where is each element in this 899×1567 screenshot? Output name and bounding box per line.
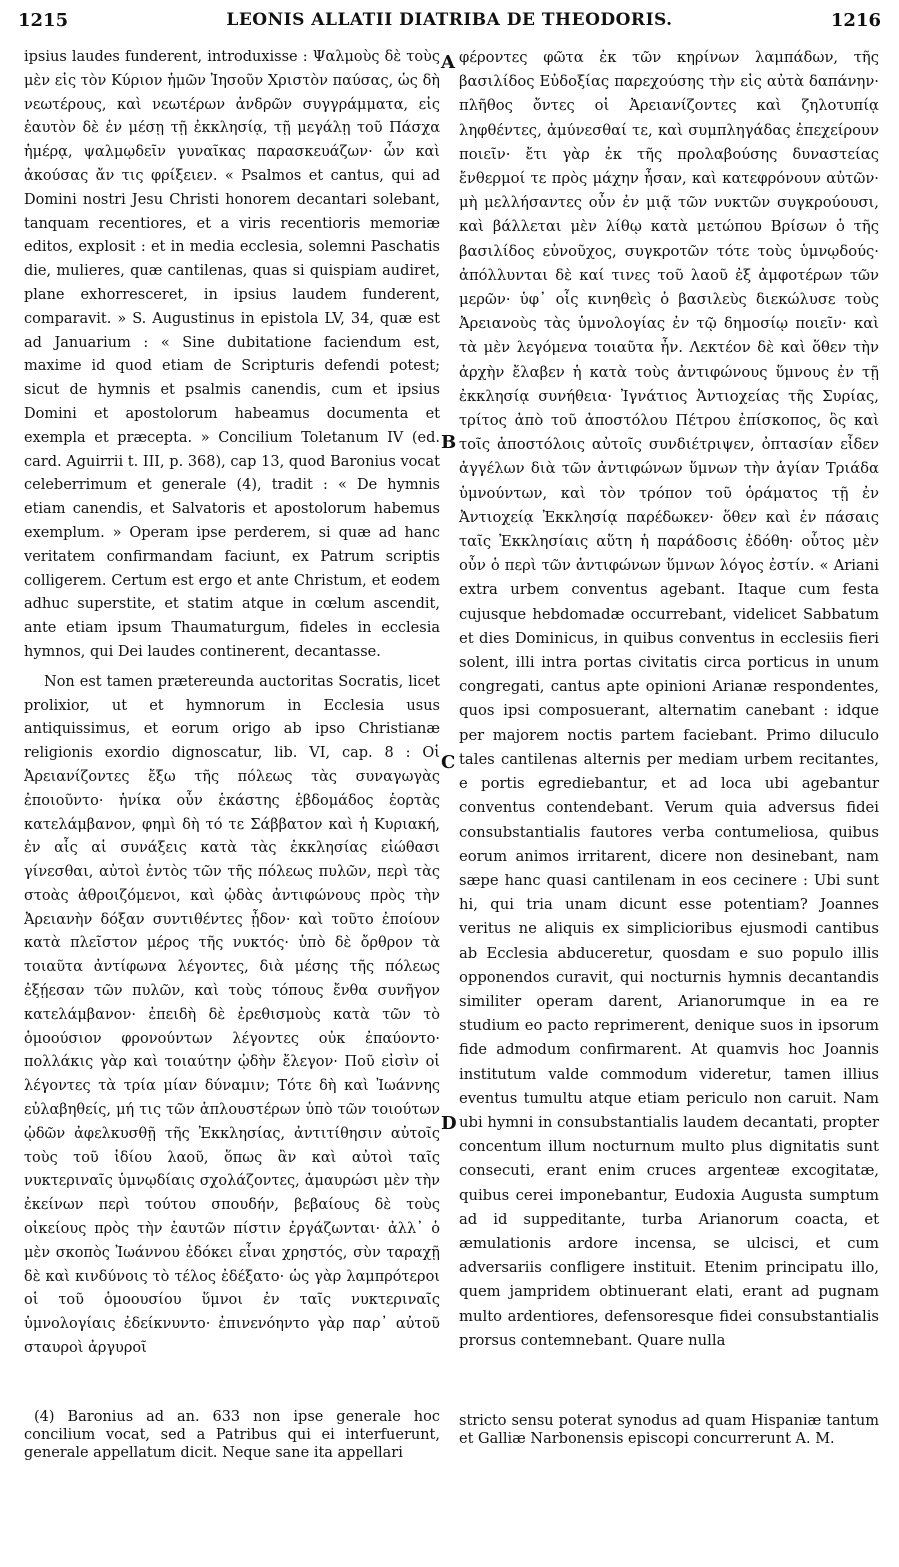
page-number-left: 1215 — [18, 10, 69, 31]
margin-letter-c: C — [441, 752, 456, 773]
left-column — [24, 46, 440, 1367]
right-paragraph-1: φέροντες φῶτα ἐκ τῶν κηρίνων λαμπάδων, τῆς βασιλίδος Εὐδοξίας παρεχούσης τὴν εἰς αὐτὰ δαπάνην· πλῆθος ὄντες οἱ Ἀρειανίζοντες καὶ ζηλοτυπίᾳ ληφθέντες, ἀμύνεσθαί τε, καὶ συμπληγάδας ἐπεχείρουν ποιεῖν· ἔτι γὰρ ἐκ τῆς προλαβούσης δυναστείας ἔνθερμοί τε πρὸς μάχην ἦσαν, καὶ κατεφρόνουν αὐτῶν· μὴ μελλήσαντες οὖν ἐν μιᾷ τῶν νυκτῶν συγκρούουσι, καὶ βάλλεται μὲν λίθῳ κατὰ μετώπου Βρίσων ὁ τῆς βασιλίδος εὐνοῦχος, συγκροτῶν τότε τοὺς ὑμνῳδούς· ἀπόλλυνται δὲ καί τινες τοῦ λαοῦ ἐξ ἀμφοτέρων τῶν μερῶν· ὑφ᾽ οἷς κινηθεὶς ὁ βασιλεὺς διεκώλυσε τοὺς Ἀρειανοὺς τὰς ὑμνολογίας ἐν τῷ δημοσίῳ ποιεῖν· καὶ τὰ μὲν λεγόμενα τοιαῦτα ἦν. Λεκτέον δὲ καὶ ὅθεν τὴν ἀρχὴν ἔλαβεν ἡ κατὰ τοὺς ἀντιφώνους ὕμνους ἐν τῇ ἐκκλησίᾳ συνήθεια· Ἰγνάτιος Ἀντιοχείας τῆς Συρίας, τρίτος ἀπὸ τοῦ ἀποστόλου Πέτρου ἐπίσκοπος, ὃς καὶ τοῖς ἀποστόλοις αὐτοῖς συνδιέτριψεν, ὀπτασίαν εἶδεν ἀγγέλων διὰ τῶν ἀντιφώνων ὕμνων τὴν ἁγίαν Τριάδα ὑμνούντων, καὶ τὸν τρόπον τοῦ ὁράματος τῇ ἐν Ἀντιοχείᾳ Ἐκκλησίᾳ παρέδωκεν· ὅθεν καὶ ἐν πάσαις ταῖς Ἐκκλησίαις αὕτη ἡ παράδοσις ἐδόθη· οὗτος μὲν οὖν ὁ περὶ τῶν ἀντιφώνων ὕμνων λόγος ἐστίν. « Ariani extra urbem conventus agebant. Itaque cum festa cujusque hebdomadæ occurrebant, videlicet Sabbatum et dies Dominicus, in quibus conventus in ecclesiis fieri solent, illi intra portas civitatis circa porticus in unum congregati, cantus apte opinioni Arianæ respondentes, quos ipsi composuerant, alternatim canebant : idque per majorem noctis partem faciebant. Primo diluculo tales cantilenas alternis per mediam urbem recitantes, e portis egrediebantur, et ad loca ubi agebantur conventus contendebant. Verum quia adversus fidei consubstantialis fautores verba contumeliosa, quibus eorum animos irritarent, dicere non desinebant, nam sæpe hanc quasi cantilenam in eos cecinere : Ubi sunt hi, qui tria unam dicunt esse potentiam? Joannes veritus ne aliquis ex simplicioribus ejusmodi cantibus ab Ecclesia abduceretur, quosdam e suo populo illis opponendos curavit, qui nocturnis hymnis decantandis similiter operam darent, Arianorumque in ea re studium eo pacto reprimerent, denique suos in ipsorum fide admodum confirmarent. At quamvis hoc Joannis institutum valde commodum videretur, tamen illius eventus tumultu atque etiam periculo non caruit. Nam ubi hymni in consubstantialis laudem decantati, propter concentum illum nocturnum multo plus dignitatis sunt consecuti, erant enim cruces argenteæ excogitatæ, quibus cerei imponebantur, Eudoxia Augusta sumptum ad id suppeditante, turba Arianorum coacta, et æmulationis ardore incensa, se ulcisci, et cum adversariis confligere instituit. Etenim principatu illo, quem jampridem obtinuerant elati, erant ad pugnam multo ardentiores, defensoresque fidei consubstantialis prorsus contemnebant. Quare nulla — [459, 49, 879, 1349]
running-title: LEONIS ALLATII DIATRIBA DE THEODORIS. — [226, 10, 673, 30]
left-paragraph-1: ipsius laudes funderent, introduxisse : Ψαλμοὺς δὲ τοὺς μὲν εἰς τὸν Κύριον ἡμῶν Ἰησοῦν Χριστὸν παύσας, ὡς δὴ νεωτέρους, καὶ νεωτέρων ἀνδρῶν συγγράμματα, εἰς ἑαυτὸν δὲ ἐν μέσῃ τῇ ἐκκλησίᾳ, τῇ μεγάλῃ τοῦ Πάσχα ἡμέρᾳ, ψαλμῳδεῖν γυναῖκας παρασκευάζων· ὧν καὶ ἀκούσας ἄν τις φρίξειεν. « Psalmos et cantus, qui ad Domini nostri Jesu Christi honorem decantari solebant, tanquam recentiores, et a viris recentioris memoriæ editos, explosit : et in media ecclesia, solemni Paschatis die, mulieres, quæ cantilenas, quas si quispiam audiret, plane exhorresceret, in ipsius laudem funderent, comparavit. » S. Augustinus in epistola LV, 34, quæ est ad Januarium : « Sine dubitatione faciendum est, maxime id quod etiam de Scripturis defendi potest; sicut de hymnis et psalmis canendis, cum et ipsius Domini et apostolorum habeamus documenta et exempla et præcepta. » Concilium Toletanum IV (ed. card. Aguirrii t. III, p. 368), cap 13, quod Baronius vocat celeberrimum et generale (4), tradit : « De hymnis etiam canendis, et Salvatoris et apostolorum habemus exemplum. » Operam ipse perderem, si quæ ad hanc veritatem confirmandam faciunt, ex Patrum scriptis colligerem. Certum est ergo et ante Christum, et eodem adhuc superstite, et statim atque in cœlum ascendit, ante etiam ipsum Thaumaturgum, fideles in ecclesia hymnos, qui Dei laudes continerent, decantasse. — [24, 49, 440, 660]
margin-letter-d: D — [441, 1113, 457, 1134]
page-number-right: 1216 — [830, 10, 881, 31]
margin-letter-b: B — [441, 432, 457, 453]
footnote-left: (4) Baronius ad an. 633 non ipse generale hoc concilium vocat, sed a Patribus qui ei interfuerunt, generale appellatum dicit. Neque sane ita appellari — [24, 1409, 440, 1461]
page-header — [18, 10, 881, 40]
footnote-right: stricto sensu poterat synodus ad quam Hispaniæ tantum et Galliæ Narbonensis episcopi concurrerunt A. M. — [459, 1413, 879, 1447]
margin-letter-a: A — [441, 52, 455, 73]
right-column — [459, 46, 879, 1359]
left-paragraph-2: Non est tamen prætereunda auctoritas Socratis, licet prolixior, ut et hymnorum in Ecclesia usus antiquissimus, et eorum origo ab ipso Christianæ religionis exordio dignoscatur, lib. VI, cap. 8 : Οἱ Ἀρειανίζοντες ἔξω τῆς πόλεως τὰς συναγωγὰς ἐποιοῦντο· ἡνίκα οὖν ἑκάστης ἑβδομάδος ἑορτὰς κατελάμβανον, φημὶ δὴ τό τε Σάββατον καὶ ἡ Κυριακή, ἐν αἷς αἱ συνάξεις κατὰ τὰς ἐκκλησίας εἰώθασι γίνεσθαι, αὐτοὶ ἐντὸς τῶν τῆς πόλεως πυλῶν, περὶ τὰς στοὰς ἀθροιζόμενοι, καὶ ᾠδὰς ἀντιφώνους πρὸς τὴν Ἀρειανὴν δόξαν συντιθέντες ᾖδον· καὶ τοῦτο ἐποίουν κατὰ πλεῖστον μέρος τῆς νυκτός· ὑπὸ δὲ ὄρθρον τὰ τοιαῦτα ἀντίφωνα λέγοντες, διὰ μέσης τῆς πόλεως ἐξῄεσαν τῶν πυλῶν, καὶ τοὺς τόπους ἔνθα συνῆγον κατελάμβανον· ἐπειδὴ δὲ ἐρεθισμοὺς κατὰ τῶν τὸ ὁμοούσιον φρονούντων λέγοντες οὐκ ἐπαύοντο· πολλάκις γὰρ καὶ τοιαύτην ᾠδὴν ἔλεγον· Ποῦ εἰσὶν οἱ λέγοντες τὰ τρία μίαν δύναμιν; Τότε δὴ καὶ Ἰωάννης εὐλαβηθείς, μή τις τῶν ἁπλουστέρων ὑπὸ τῶν τοιούτων ᾠδῶν ἀφελκυσθῇ τῆς Ἐκκλησίας, ἀντιτίθησιν αὐτοῖς τοὺς τοῦ ἰδίου λαοῦ, ὅπως ἂν καὶ αὐτοὶ ταῖς νυκτεριναῖς ὑμνῳδίαις σχολάζοντες, ἀμαυρώσι μὲν τὴν ἐκείνων περὶ τούτου σπουδήν, βεβαίους δὲ τοὺς οἰκείους πρὸς τὴν ἑαυτῶν πίστιν ἐργάζωνται· ἀλλ᾽ ὁ μὲν σκοπὸς Ἰωάννου ἐδόκει εἶναι χρηστός, σὺν ταραχῇ δὲ καὶ κινδύνοις τὸ τέλος ἐδέξατο· ὡς γὰρ λαμπρότεροι οἱ τοῦ ὁμοουσίου ὕμνοι ἐν ταῖς νυκτεριναῖς ὑμνολογίαις ἐδείκνυντο· ἐπινενόηντο γὰρ παρ᾽ αὐτοῦ σταυροὶ ἀργυροῖ — [24, 673, 440, 1357]
